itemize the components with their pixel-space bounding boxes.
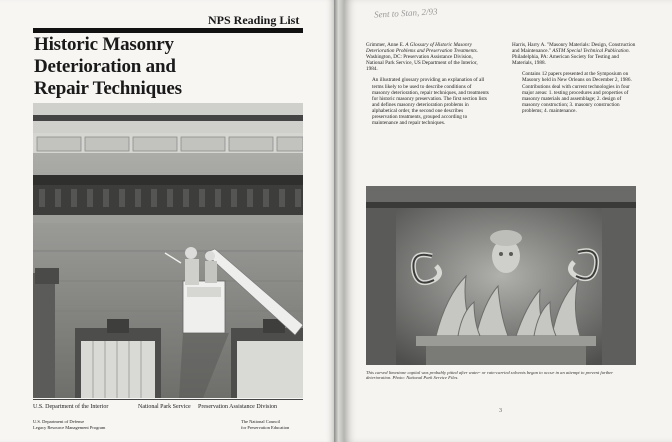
title-line-2: Deterioration and [34,56,176,77]
cover-photo-illustration [33,103,303,398]
footer-rule [33,399,303,400]
cover-photo-masonry-repair [33,103,303,398]
series-label: NPS Reading List [208,13,300,27]
entry-citation [512,42,640,66]
title-line-1: Historic Masonry [34,34,174,55]
entry-author: Harris, Harry A. [512,42,546,48]
page-number: 3 [499,408,502,414]
entry-title: A Glossary of Historic Masonry Deterioration Problems and Preservation Treatments. [366,42,478,55]
handwritten-note: Sent to Stan, 2/93 [373,6,438,20]
entry-title: "Masonry Materials: Design, Construction and Maintenance." [512,42,636,55]
carved-capital-illustration [366,186,636,365]
entry-annotation: An illustrated glossary providing an explanation of all terms likely to be used to describe conditions of masonry deterioration, repair techniques, and treatments for historic masonry preservation. The first section lists and defines masonry deterioration problems in alphabetical order, the second one describes preservation treatments, grouped according to maintenance and repair techniques. [372,77,489,127]
footer-agency: U.S. Department of the Interior [33,404,109,410]
title-line-3: Repair Techniques [34,78,182,99]
entry-citation [366,42,490,72]
footer-dod-line-1: U.S. Department of Defense [33,419,85,424]
left-page [0,0,334,442]
footer-service: National Park Service [138,404,191,410]
entry-series: ASTM Special Technical Publication. [552,48,630,55]
photo-caption: This carved limestone capital was probably pitted after water- or rain-carried solvents began to occur in an attempt to prevent further deterioration. Photo: National Park Service Files. [366,370,614,381]
bibliography-entry-grimmer [366,42,490,131]
carved-capital-photo [366,186,636,365]
book-gutter [334,0,344,442]
bibliography-entry-harris [512,42,640,119]
title-rule [33,28,303,33]
footer-council-line-2: for Preservation Education [241,425,290,430]
footer-dod-line-2: Legacy Resource Management Program [33,425,106,430]
entry-annotation: Contains 12 papers presented at the Symposium on Masonry held in New Orleans on December 2, 1986. Contributions deal with current technologies in four major areas: 1. testing procedures and properties of masonry materials and assemblage; 2. design of masonry construction; 3. masonry construction problems; 4. maintenance. [522,71,632,114]
entry-publication: Washington, DC: Preservation Assistance Division, National Park Service, US Department of the Interior, 1984. [366,54,478,73]
entry-publication: Philadelphia, PA: American Society for Testing and Materials, 1988. [512,54,619,67]
footer-council-line-1: The National Council [241,419,280,424]
right-page [344,0,672,442]
document-title [34,34,182,100]
entry-author: Grimmer, Anne E. [366,42,405,48]
footer-division: Preservation Assistance Division [198,404,277,410]
